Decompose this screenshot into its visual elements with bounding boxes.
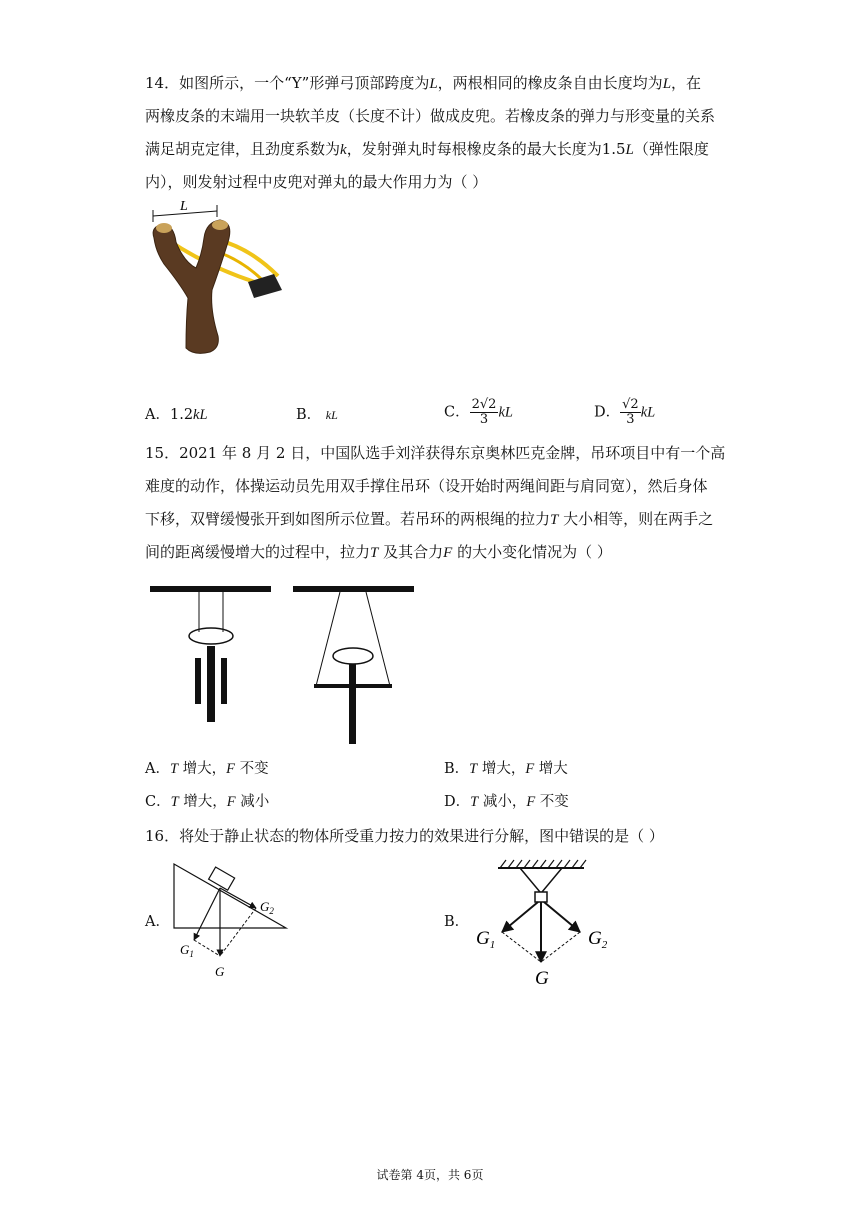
q15-line-4: 间的距离缓慢增大的过程中，拉力T 及其合力F 的大小变化情况为（ ）	[145, 543, 612, 561]
q15-line-3: 下移，双臂缓慢张开到如图所示位置。若吊环的两根绳的拉力T 大小相等，则在两手之	[145, 510, 714, 528]
leather-pouch	[248, 274, 282, 298]
dashed-line	[220, 908, 256, 956]
component-arrow	[544, 902, 580, 932]
rope	[316, 592, 340, 686]
g2-label: $G_2$	[260, 899, 274, 916]
component-arrow	[194, 888, 220, 940]
ceiling-bar	[293, 586, 414, 592]
block	[209, 867, 235, 890]
span-label: L	[180, 199, 188, 214]
page-footer: 试卷第 4页，共 6页	[376, 1168, 484, 1182]
q14-option-b[interactable]: B． kL	[296, 407, 338, 423]
q14-option-c[interactable]: C． $\frac{2√2}{3}$ kL	[444, 397, 513, 427]
q15-option-d[interactable]: D．T 减小，F 不变	[444, 794, 569, 810]
dashed-line	[194, 940, 220, 956]
q14-line-2: 两橡皮条的末端用一块软羊皮（长度不计）做成皮兜。若橡皮条的弹力与形变量的关系	[145, 107, 716, 125]
q15-line-1: 15．2021 年 8 月 2 日，中国队选手刘洋获得东京奥林匹克金牌，吊环项目中有一个高	[145, 444, 726, 462]
rope	[366, 592, 390, 686]
q16-line-1: 16．将处于静止状态的物体所受重力按力的效果进行分解，图中错误的是（ ）	[145, 827, 664, 845]
q14-line-1: 14．如图所示，一个“Y”形弹弓顶部跨度为L，两根相同的橡皮条自由长度均为L，在	[145, 74, 702, 92]
ring	[189, 628, 233, 644]
fraction: $\frac{√2}{3}$	[622, 397, 639, 427]
object-box	[535, 892, 547, 902]
dashed-line	[541, 932, 580, 962]
q15-line-2: 难度的动作，体操运动员先用双手撑住吊环（设开始时两绳间距与肩同宽），然后身体	[145, 477, 708, 495]
hanging-figure	[472, 856, 614, 988]
body	[349, 664, 356, 744]
g-label: G	[535, 968, 549, 988]
fork-tip	[156, 223, 172, 233]
g1-label: $G_1$	[476, 928, 496, 951]
incline	[174, 864, 286, 928]
rings-figure	[148, 584, 420, 746]
incline-figure	[170, 858, 300, 982]
rope	[542, 868, 562, 892]
fork-tip	[212, 220, 228, 230]
q14-option-d[interactable]: D． $\frac{√2}{3}$ kL	[594, 397, 656, 427]
q14-line-3: 满足胡克定律，且劲度系数为k，发射弹丸时每根橡皮条的最大长度为1.5L（弹性限度	[145, 140, 709, 158]
g-label: G	[215, 964, 225, 979]
component-arrow	[502, 902, 538, 932]
g2-label: $G_2$	[588, 928, 608, 951]
g1-label: $G_1$	[180, 942, 194, 959]
q15-option-b[interactable]: B．T 增大，F 增大	[444, 761, 568, 777]
body	[207, 646, 215, 722]
ceiling-hatch	[500, 860, 586, 868]
arm	[195, 658, 201, 704]
component-arrow	[220, 888, 256, 908]
q16-option-a[interactable]: A．	[145, 914, 170, 930]
q15-option-c[interactable]: C．T 增大，F 减小	[145, 794, 270, 810]
arm	[221, 658, 227, 704]
slingshot-figure	[140, 198, 290, 358]
rope	[520, 868, 540, 892]
slingshot-frame	[153, 220, 230, 353]
fraction: $\frac{2√2}{3}$	[471, 397, 497, 427]
q14-option-a[interactable]: A．1.2kL	[145, 407, 208, 423]
q15-option-a[interactable]: A．T 增大，F 不变	[145, 761, 269, 777]
dashed-line	[502, 932, 541, 962]
q14-line-4: 内），则发射过程中皮兜对弹丸的最大作用力为（ ）	[145, 173, 488, 191]
q16-option-b[interactable]: B．	[444, 914, 470, 930]
ceiling-bar	[150, 586, 271, 592]
ring	[333, 648, 373, 664]
